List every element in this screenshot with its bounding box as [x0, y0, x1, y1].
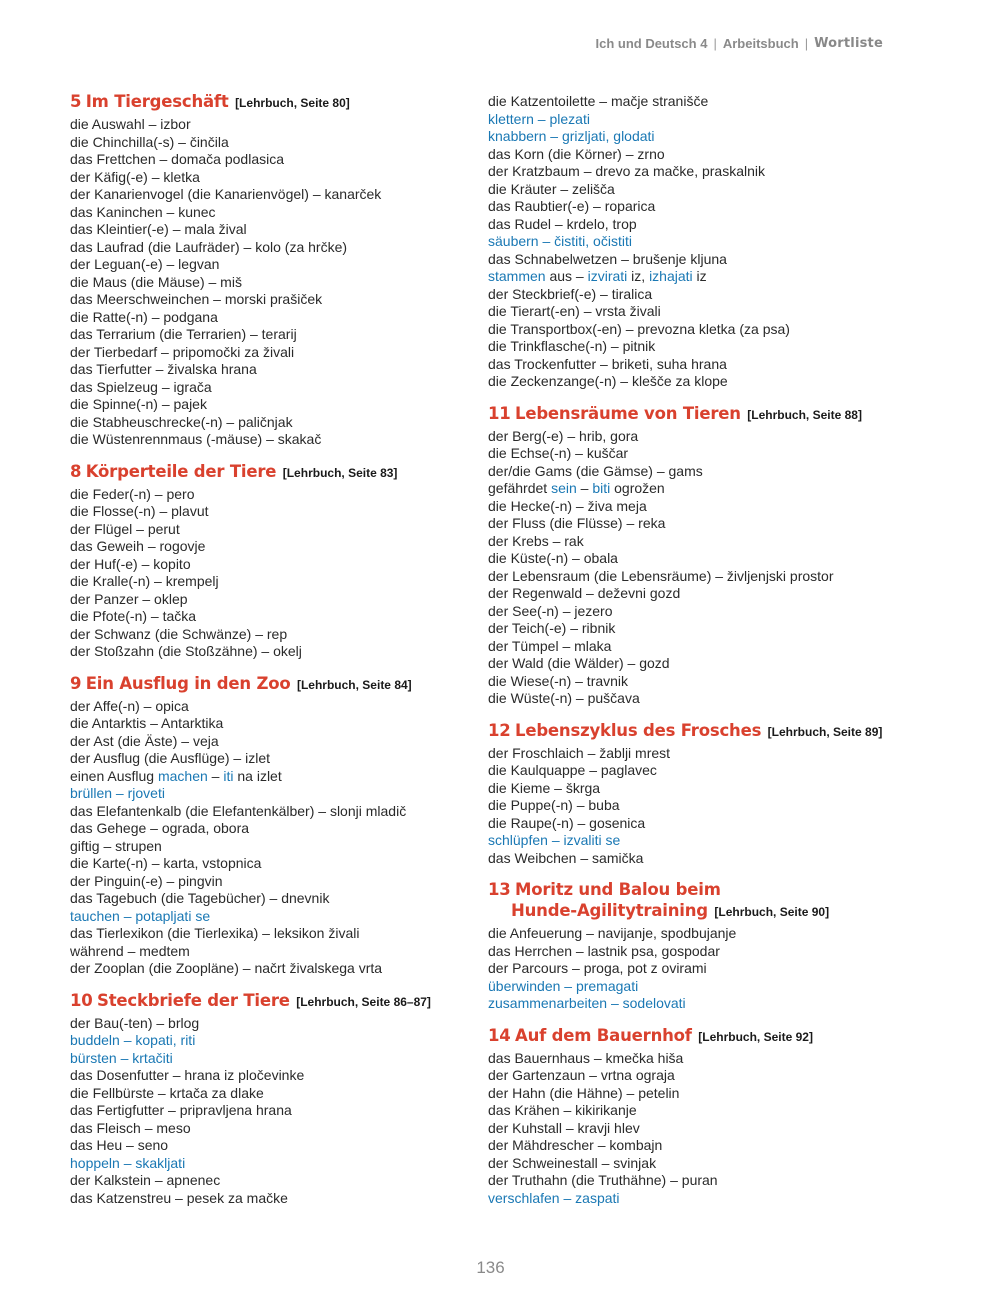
header-part: Arbeitsbuch: [722, 36, 799, 51]
vocab-entry: [488, 480, 908, 498]
vocab-entry: [488, 515, 908, 533]
section-title: Auf dem Bauernhof: [515, 1025, 692, 1045]
entry-segment: das Dosenfutter – hrana iz pločevinke: [70, 1067, 305, 1083]
entry-segment: das Tierfutter – živalska hrana: [70, 361, 257, 377]
vocab-entry: [488, 268, 908, 286]
verb-segment: verschlafen – zaspati: [488, 1189, 620, 1206]
entry-segment: der Pinguin(-e) – pingvin: [70, 872, 223, 889]
vocab-entry: [488, 445, 908, 463]
entry-segment: der Schwanz (die Schwänze) – rep: [70, 625, 288, 642]
section-title-continued: Hunde-Agilitytraining: [511, 901, 708, 920]
entry-segment: der Ast (die Äste) – veja: [70, 732, 219, 749]
entry-segment: das Tagebuch (die Tagebücher) – dnevnik: [70, 890, 330, 906]
vocab-entry: [70, 890, 470, 908]
entry-segment: die Kralle(-n) – krempelj: [70, 573, 219, 589]
section-title: Steckbriefe der Tiere: [97, 990, 290, 1010]
entry-segment: die Wüstenrennmaus (-mäuse) – skakač: [70, 431, 322, 447]
section-reference: [Lehrbuch, Seite 90]: [714, 905, 830, 919]
vocab-entry: [488, 1067, 908, 1085]
entry-segment: der Kalkstein – apnenec: [70, 1172, 221, 1188]
vocab-entry: [70, 1085, 470, 1103]
vocab-entry: [488, 638, 908, 656]
section-number: 10: [70, 990, 93, 1010]
vocab-entry: [70, 309, 470, 327]
entry-segment: die Wüste(-n) – puščava: [488, 690, 640, 706]
verb-segment: schlüpfen – izvaliti se: [488, 832, 621, 848]
entry-segment: gefährdet: [488, 480, 552, 496]
entry-segment: der Bau(-ten) – brlog: [70, 1014, 200, 1031]
entry-segment: die Chinchilla(-s) – činčila: [70, 133, 229, 150]
entry-segment: das Tierlexikon (die Tierlexika) – leksikon živali: [70, 925, 360, 941]
verb-segment: zusammenarbeiten – sodelovati: [488, 995, 686, 1011]
entry-segment: die Hecke(-n) – živa meja: [488, 497, 647, 514]
entry-segment: das Herrchen – lastnik psa, gospodar: [488, 942, 720, 959]
entry-segment: –: [207, 767, 224, 784]
verb-segment: sein: [551, 480, 577, 496]
entry-segment: die Anfeuerung – navijanje, spodbujanje: [488, 925, 737, 941]
entry-segment: der Fluss (die Flüsse) – reka: [488, 515, 666, 531]
vocab-entry: [488, 620, 908, 638]
vocab-entry: [70, 1102, 470, 1120]
running-header: [595, 36, 883, 51]
vocab-entry: [70, 750, 470, 768]
entry-segment: die Transportbox(-en) – prevozna kletka (za psa): [488, 320, 790, 337]
section-number: 9: [70, 673, 82, 693]
vocab-entry: [488, 286, 908, 304]
vocab-entry: [70, 239, 470, 257]
entry-segment: der Steckbrief(-e) – tiralica: [488, 285, 653, 302]
verb-segment: bürsten – krtačiti: [70, 1049, 173, 1066]
entry-segment: der Stoßzahn (die Stoßzähne) – okelj: [70, 643, 302, 659]
verb-segment: izhajati: [649, 268, 693, 284]
header-separator: |: [804, 36, 809, 51]
entry-segment: das Bauernhaus – kmečka hiša: [488, 1049, 684, 1066]
vocab-entry: [488, 1102, 908, 1120]
vocab-entry: [70, 1155, 470, 1173]
section-reference: [Lehrbuch, Seite 89]: [767, 724, 883, 739]
section-continuation: [488, 93, 908, 391]
vocab-entry: [70, 1032, 470, 1050]
vocab-entry: [70, 116, 470, 134]
header-section: Wortliste: [814, 36, 883, 51]
entry-segment: der Kuhstall – kravji hlev: [488, 1119, 640, 1136]
entry-segment: iz: [692, 268, 707, 284]
vocab-entry: [70, 151, 470, 169]
entry-segment: das Heu – seno: [70, 1137, 169, 1153]
entry-segment: na izlet: [233, 767, 282, 784]
vocab-entry: [70, 486, 470, 504]
entry-segment: der Käfig(-e) – kletka: [70, 168, 200, 185]
vocab-entry: [488, 568, 908, 586]
section-reference: [Lehrbuch, Seite 83]: [282, 465, 398, 480]
header-separator: |: [713, 36, 717, 51]
entry-segment: die Zeckenzange(-n) – klešče za klope: [488, 373, 728, 389]
vocab-entry: [70, 855, 470, 873]
entry-segment: der Huf(-e) – kopito: [70, 555, 191, 572]
vocab-entry: [488, 181, 908, 199]
vocab-entry: [70, 1190, 470, 1208]
vocab-entry: [488, 960, 908, 978]
section-heading: [488, 1026, 908, 1047]
section-title: Im Tiergeschäft: [85, 92, 229, 111]
entry-segment: der Teich(-e) – ribnik: [488, 620, 616, 636]
vocab-entry: [488, 93, 908, 111]
verb-segment: tauchen – potapljati se: [70, 907, 211, 924]
vocab-entry: [488, 1050, 908, 1068]
section-reference: [Lehrbuch, Seite 86–87]: [296, 994, 431, 1009]
verb-segment: machen: [157, 767, 208, 784]
vocab-entry: [70, 838, 470, 856]
section-9: [70, 674, 470, 978]
entry-segment: einen Ausflug: [70, 767, 158, 784]
vocab-entry: [488, 198, 908, 216]
entry-segment: die Wiese(-n) – travnik: [488, 672, 629, 689]
vocab-entry: [488, 373, 908, 391]
vocab-entry: [488, 550, 908, 568]
entry-segment: das Kleintier(-e) – mala žival: [70, 221, 247, 237]
entry-segment: die Puppe(-n) – buba: [488, 797, 620, 813]
entry-segment: die Antarktis – Antarktika: [70, 715, 224, 731]
verb-segment: izvirati: [587, 268, 628, 284]
vocab-entry: [70, 361, 470, 379]
entry-segment: das Geweih – rogovje: [70, 538, 206, 554]
entry-segment: das Katzenstreu – pesek za mačke: [70, 1189, 288, 1206]
vocab-entry: [70, 221, 470, 239]
section-heading: [70, 462, 470, 483]
vocab-entry: [70, 134, 470, 152]
section-5: [70, 92, 470, 449]
header-book-title: Ich und Deutsch 4: [595, 36, 708, 51]
entry-segment: das Meerschweinchen – morski prašiček: [70, 291, 323, 307]
entry-segment: das Elefantenkalb (die Elefantenkälber) – slonji mladič: [70, 802, 407, 819]
section-11: [488, 404, 908, 708]
entry-segment: der Schweinestall – svinjak: [488, 1154, 657, 1171]
entry-segment: der Wald (die Wälder) – gozd: [488, 655, 670, 671]
vocab-entry: [488, 780, 908, 798]
section-title-line2: [488, 901, 908, 922]
section-number: 8: [70, 461, 82, 481]
section-title: Körperteile der Tiere: [85, 461, 277, 481]
entry-segment: die Kräuter – zelišča: [488, 180, 615, 197]
entry-segment: der See(-n) – jezero: [488, 602, 613, 619]
vocab-entry: [70, 908, 470, 926]
entry-segment: das Fleisch – meso: [70, 1119, 191, 1136]
entry-segment: die Küste(-n) – obala: [488, 550, 618, 566]
entry-segment: der Lebensraum (die Lebensräume) – življenjski prostor: [488, 567, 834, 584]
entry-segment: während – medtem: [70, 942, 190, 959]
verb-segment: buddeln – kopati, riti: [70, 1032, 196, 1048]
section-number: 5: [70, 92, 82, 111]
entry-segment: der Mähdrescher – kombajn: [488, 1137, 663, 1153]
entry-segment: das Frettchen – domača podlasica: [70, 151, 285, 167]
entry-segment: der Kratzbaum – drevo za mačke, praskalnik: [488, 163, 766, 179]
vocab-entry: [488, 815, 908, 833]
section-title: Moritz und Balou beim: [515, 880, 721, 899]
vocab-entry: [70, 204, 470, 222]
vocab-entry: [488, 585, 908, 603]
entry-segment: die Fellbürste – krtača za dlake: [70, 1084, 264, 1101]
entry-segment: die Maus (die Mäuse) – miš: [70, 273, 242, 290]
vocab-entry: [70, 521, 470, 539]
vocab-entry: [488, 251, 908, 269]
entry-segment: das Rudel – krdelo, trop: [488, 215, 637, 232]
vocab-entry: [488, 690, 908, 708]
section-reference: [Lehrbuch, Seite 92]: [698, 1029, 813, 1044]
vocab-entry: [488, 498, 908, 516]
entry-segment: die Kieme – škrga: [488, 779, 601, 796]
section-title: Ein Ausflug in den Zoo: [85, 673, 291, 693]
section-heading: [70, 991, 470, 1012]
vocab-entry: [488, 978, 908, 996]
vocab-entry: [488, 533, 908, 551]
entry-segment: die Stabheuschrecke(-n) – paličnjak: [70, 413, 293, 430]
vocab-entry: [488, 303, 908, 321]
vocab-entry: [70, 291, 470, 309]
vocab-entry: [70, 1120, 470, 1138]
entry-segment: der Flügel – perut: [70, 520, 180, 537]
entry-segment: die Auswahl – izbor: [70, 116, 191, 132]
verb-segment: überwinden – premagati: [488, 977, 639, 994]
vocab-entry: [70, 803, 470, 821]
vocab-entry: [70, 925, 470, 943]
vocab-entry: [70, 431, 470, 449]
entry-segment: der Affe(-n) – opica: [70, 697, 189, 714]
section-14: [488, 1026, 908, 1208]
entry-segment: das Krähen – kikirikanje: [488, 1102, 637, 1118]
entry-segment: der Parcours – proga, pot z ovirami: [488, 960, 707, 976]
vocab-entry: [70, 1050, 470, 1068]
vocab-entry: [70, 414, 470, 432]
vocab-entry: [488, 925, 908, 943]
page-number: 136: [476, 1258, 505, 1277]
vocab-entry: [70, 785, 470, 803]
vocab-entry: [488, 655, 908, 673]
entry-segment: der Tierbedarf – pripomočki za živali: [70, 343, 295, 360]
entry-segment: das Raubtier(-e) – roparica: [488, 198, 656, 214]
vocab-entry: [488, 1085, 908, 1103]
entry-segment: das Spielzeug – igrača: [70, 378, 212, 395]
section-title: Lebenszyklus des Frosches: [515, 720, 762, 740]
section-10: [70, 991, 470, 1208]
verb-segment: knabbern – grizljati, glodati: [488, 128, 655, 144]
vocab-entry: [488, 463, 908, 481]
vocab-entry: [70, 1067, 470, 1085]
vocab-entry: [70, 698, 470, 716]
entry-segment: der Truthahn (die Truthähne) – puran: [488, 1172, 718, 1188]
entry-segment: der Panzer – oklep: [70, 590, 188, 607]
entry-segment: die Flosse(-n) – plavut: [70, 503, 209, 519]
vocab-entry: [488, 995, 908, 1013]
entry-segment: der Zooplan (die Zoopläne) – načrt živalskega vrta: [70, 960, 383, 976]
verb-segment: klettern – plezati: [488, 110, 590, 127]
vocab-entry: [70, 538, 470, 556]
vocab-entry: [488, 762, 908, 780]
vocab-entry: [70, 186, 470, 204]
section-reference: [Lehrbuch, Seite 84]: [296, 677, 412, 692]
entry-segment: die Feder(-n) – pero: [70, 485, 195, 502]
vocab-entry: [488, 797, 908, 815]
entry-segment: die Echse(-n) – kuščar: [488, 445, 629, 461]
entry-segment: iz,: [627, 268, 650, 284]
section-heading: [488, 880, 908, 922]
entry-segment: –: [576, 480, 593, 496]
vocab-entry: [70, 715, 470, 733]
vocab-entry: [488, 233, 908, 251]
vocab-entry: [70, 256, 470, 274]
verb-segment: säubern – čistiti, očistiti: [488, 233, 632, 249]
section-reference: [Lehrbuch, Seite 88]: [747, 407, 862, 422]
entry-segment: die Trinkflasche(-n) – pitnik: [488, 338, 656, 354]
vocab-entry: [488, 673, 908, 691]
section-12: [488, 721, 908, 868]
vocab-entry: [70, 326, 470, 344]
vocab-entry: [70, 1015, 470, 1033]
entry-segment: das Terrarium (die Terrarien) – terarij: [70, 326, 297, 342]
section-heading: [70, 674, 470, 695]
entry-segment: das Korn (die Körner) – zrno: [488, 145, 665, 162]
entry-segment: ogrožen: [610, 480, 665, 496]
section-heading: [488, 721, 908, 742]
entry-segment: der Krebs – rak: [488, 532, 584, 549]
vocab-entry: [70, 503, 470, 521]
vocab-entry: [488, 356, 908, 374]
section-number: 14: [488, 1025, 511, 1045]
entry-segment: das Schnabelwetzen – brušenje kljuna: [488, 250, 727, 267]
vocab-entry: [70, 573, 470, 591]
entry-segment: giftig – strupen: [70, 837, 162, 854]
entry-segment: das Gehege – ograda, obora: [70, 820, 250, 836]
entry-segment: das Fertigfutter – pripravljena hrana: [70, 1102, 292, 1118]
vocab-entry: [488, 321, 908, 339]
vocab-entry: [488, 1120, 908, 1138]
verb-segment: biti: [592, 480, 611, 496]
vocab-entry: [488, 338, 908, 356]
section-13: [488, 880, 908, 1013]
section-reference: [Lehrbuch, Seite 80]: [235, 96, 350, 110]
entry-segment: das Laufrad (die Laufräder) – kolo (za hrčke): [70, 238, 348, 255]
vocab-entry: [70, 768, 470, 786]
section-number: 11: [488, 403, 511, 423]
entry-segment: der Kanarienvogel (die Kanarienvögel) – kanarček: [70, 186, 382, 202]
vocab-entry: [70, 1137, 470, 1155]
vocab-entry: [488, 603, 908, 621]
vocab-entry: [488, 163, 908, 181]
entry-segment: der/die Gams (die Gämse) – gams: [488, 462, 703, 479]
vocab-entry: [70, 344, 470, 362]
entry-segment: das Kaninchen – kunec: [70, 203, 216, 220]
vocab-entry: [488, 146, 908, 164]
entry-segment: der Regenwald – deževni gozd: [488, 585, 681, 601]
vocab-entry: [70, 943, 470, 961]
entry-segment: der Leguan(-e) – legvan: [70, 256, 220, 272]
vocab-entry: [488, 832, 908, 850]
entry-segment: der Ausflug (die Ausflüge) – izlet: [70, 750, 271, 766]
section-heading: [70, 92, 470, 113]
section-heading: [488, 404, 908, 425]
entry-segment: die Raupe(-n) – gosenica: [488, 814, 646, 831]
vocab-entry: [488, 128, 908, 146]
entry-segment: die Ratte(-n) – podgana: [70, 308, 218, 325]
entry-segment: die Kaulquappe – paglavec: [488, 762, 657, 778]
section-number: 12: [488, 720, 511, 740]
vocab-entry: [70, 820, 470, 838]
vocab-entry: [70, 960, 470, 978]
entry-segment: der Hahn (die Hähne) – petelin: [488, 1084, 680, 1101]
entry-segment: der Gartenzaun – vrtna ograja: [488, 1067, 675, 1083]
entry-segment: die Katzentoilette – mačje stranišče: [488, 93, 709, 109]
entry-segment: aus –: [545, 268, 588, 284]
vocab-entry: [488, 1155, 908, 1173]
vocab-entry: [70, 396, 470, 414]
vocab-entry: [488, 1137, 908, 1155]
vocab-entry: [70, 608, 470, 626]
entry-segment: der Froschlaich – žablji mrest: [488, 744, 671, 761]
vocab-entry: [70, 379, 470, 397]
vocab-entry: [70, 1172, 470, 1190]
entry-segment: das Weibchen – samička: [488, 849, 644, 866]
vocab-entry: [488, 1172, 908, 1190]
entry-segment: der Berg(-e) – hrib, gora: [488, 427, 639, 444]
entry-segment: das Trockenfutter – briketi, suha hrana: [488, 355, 727, 372]
verb-segment: iti: [223, 767, 234, 784]
vocab-entry: [70, 643, 470, 661]
entry-segment: die Karte(-n) – karta, vstopnica: [70, 855, 262, 871]
vocab-entry: [70, 873, 470, 891]
vocab-entry: [488, 1190, 908, 1208]
vocab-entry: [70, 169, 470, 187]
vocab-entry: [488, 216, 908, 234]
left-column: [70, 92, 470, 1220]
vocab-entry: [488, 428, 908, 446]
entry-segment: der Tümpel – mlaka: [488, 637, 612, 654]
verb-segment: brüllen – rjoveti: [70, 785, 165, 801]
vocab-entry: [488, 943, 908, 961]
entry-segment: die Pfote(-n) – tačka: [70, 608, 197, 624]
vocab-entry: [488, 745, 908, 763]
right-column: [488, 93, 908, 1220]
vocab-entry: [488, 850, 908, 868]
vocab-entry: [70, 733, 470, 751]
vocab-entry: [70, 274, 470, 292]
entry-segment: die Spinne(-n) – pajek: [70, 396, 207, 412]
section-8: [70, 462, 470, 661]
section-title: Lebensräume von Tieren: [515, 403, 741, 423]
vocab-entry: [70, 626, 470, 644]
vocab-entry: [70, 591, 470, 609]
section-number: 13: [488, 880, 511, 899]
entry-segment: die Tierart(-en) – vrsta živali: [488, 303, 661, 319]
vocab-entry: [70, 556, 470, 574]
verb-segment: stammen: [488, 268, 546, 284]
verb-segment: hoppeln – skakljati: [70, 1154, 186, 1171]
vocab-entry: [488, 111, 908, 129]
